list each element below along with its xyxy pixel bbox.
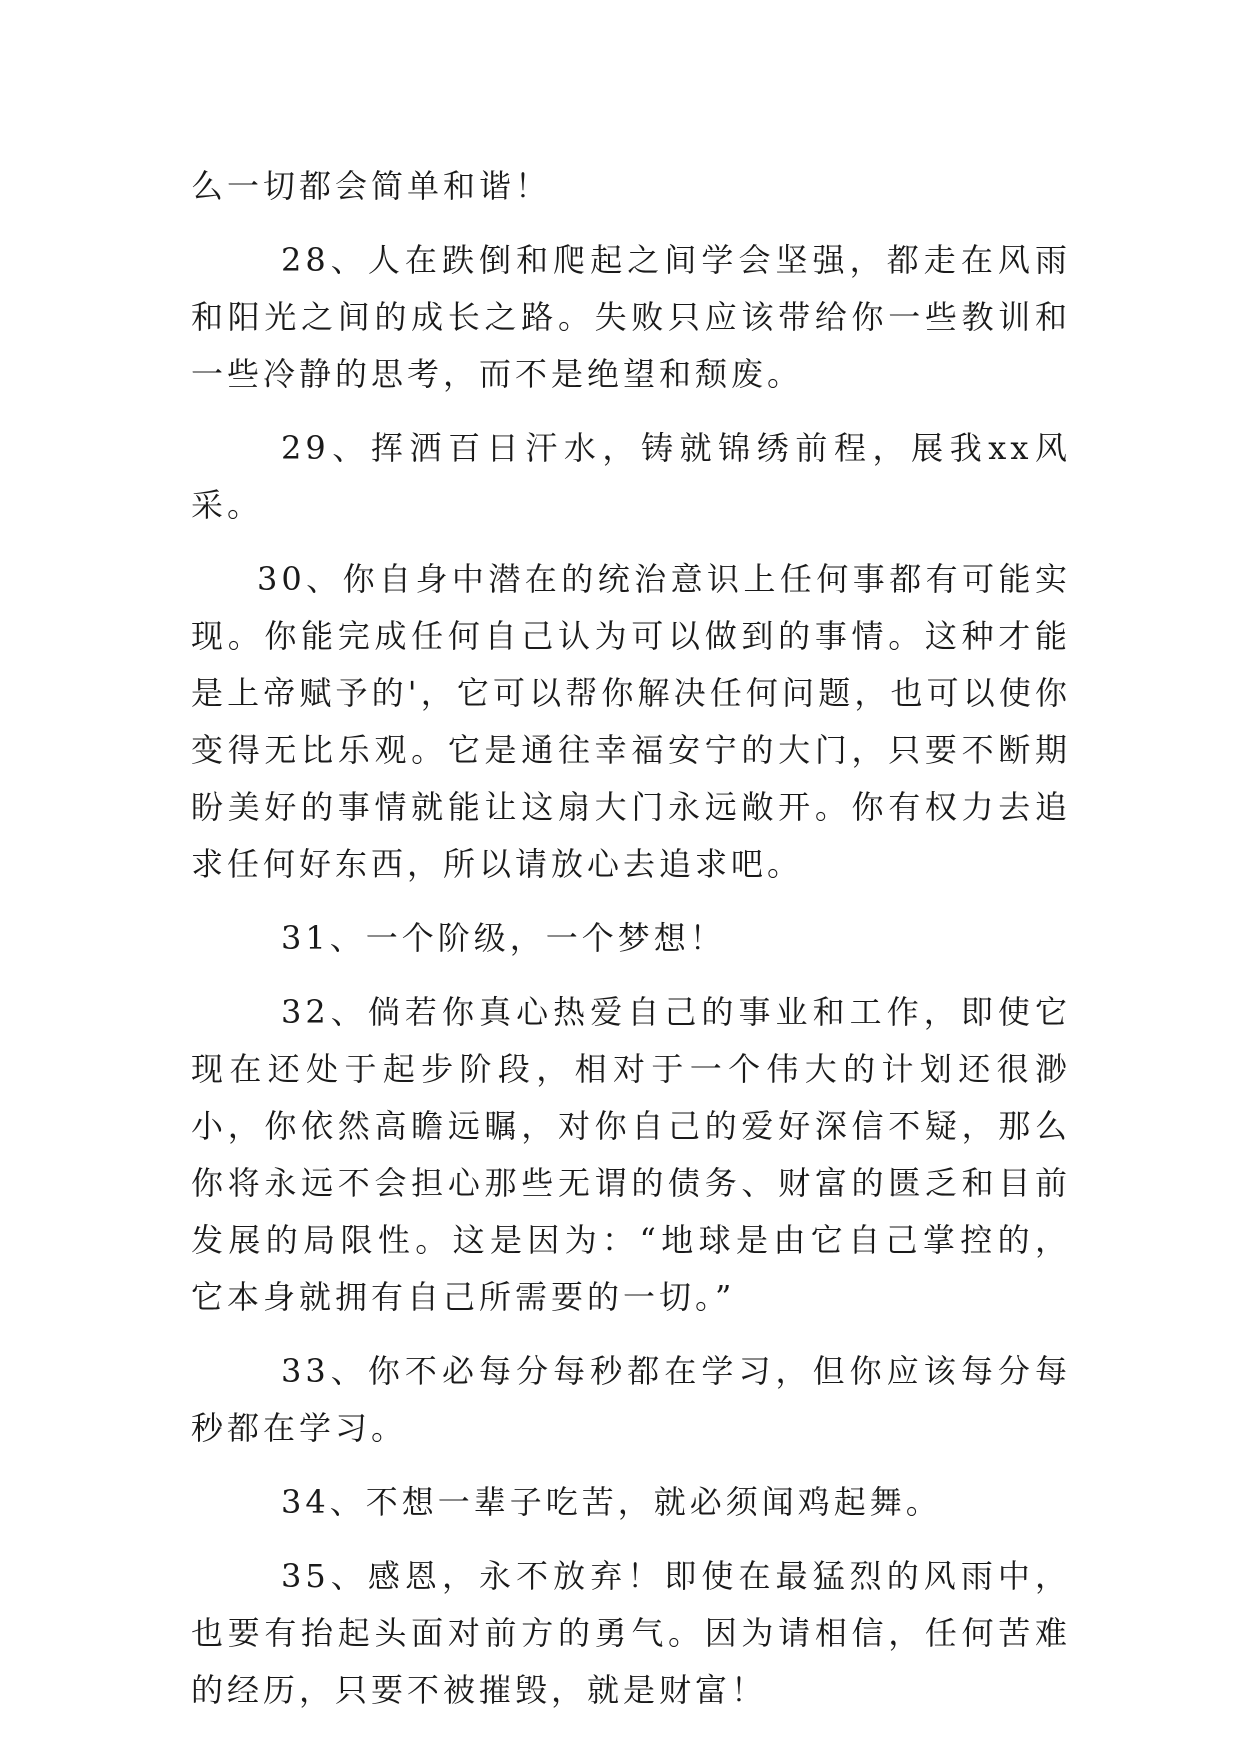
quote-35: 35、感恩，永不放弃！即使在最猛烈的风雨中，也要有抬起头面对前方的勇气。因为请相信，任何苦难的经历，只要不被摧毁，就是财富！: [191, 1557, 1071, 1709]
quote-33: 33、你不必每分每秒都在学习，但你应该每分每秒都在学习。: [191, 1352, 1071, 1447]
quote-31: 31、一个阶级，一个梦想！: [281, 919, 726, 957]
quote-32: 32、倘若你真心热爱自己的事业和工作，即使它现在还处于起步阶段，相对于一个伟大的计划还很渺小，你依然高瞻远瞩，对你自己的爱好深信不疑，那么你将永远不会担心那些无谓的债务、财富的匮乏和目前发展的局限性。这是因为：“地球是由它自己掌控的，它本身就拥有自己所需要的一切。”: [191, 993, 1071, 1316]
document-body: [191, 158, 1071, 1736]
quote-28: 28、人在跌倒和爬起之间学会坚强，都走在风雨和阳光之间的成长之路。失败只应该带给你一些教训和一些冷静的思考，而不是绝望和颓废。: [191, 241, 1071, 393]
quote-29: 29、挥洒百日汗水，铸就锦绣前程，展我xx风采。: [191, 429, 1071, 524]
quote-34: 34、不想一辈子吃苦，就必须闻鸡起舞。: [281, 1483, 942, 1521]
quote-30: 30、你自身中潜在的统治意识上任何事都有可能实现。你能完成任何自己认为可以做到的事情。这种才能是上帝赋予的'，它可以帮你解决任何问题，也可以使你变得无比乐观。它是通往幸福安宁的大门，只要不断期盼美好的事情就能让这扇大门永远敞开。你有权力去追求任何好东西，所以请放心去追求吧。: [191, 560, 1071, 883]
continuation-paragraph: 么一切都会简单和谐！: [191, 167, 552, 205]
